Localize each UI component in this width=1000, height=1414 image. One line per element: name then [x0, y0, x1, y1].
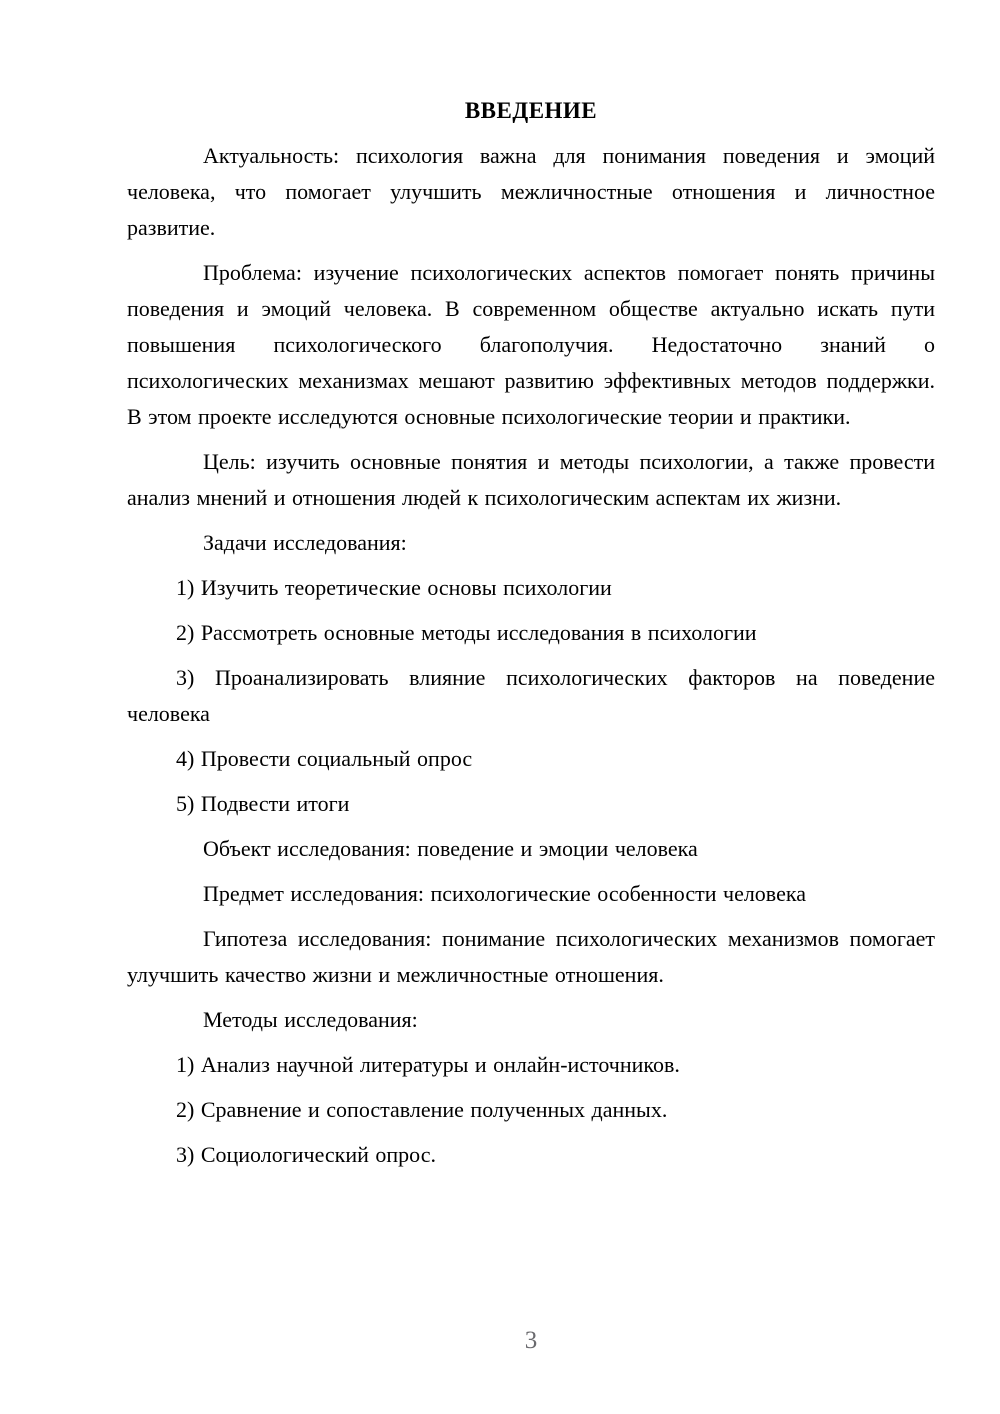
document-body: [127, 138, 935, 1173]
list-item: 4) Провести социальный опрос: [176, 746, 473, 771]
list-item: 2) Сравнение и сопоставление полученных данных.: [176, 1097, 668, 1122]
page-title: ВВЕДЕНИЕ: [464, 98, 598, 123]
paragraph: Методы исследования:: [203, 1007, 418, 1032]
paragraph: Предмет исследования: психологические особенности человека: [203, 881, 806, 906]
paragraph: Проблема: изучение психологических аспектов помогает понять причины поведения и эмоций человека. В современном обществе актуально искать пути повышения психологического благополучия. Недостаточно знаний о психологических механизмах мешают развитию эффективных методов поддержки. В этом проекте исследуются основные психологические теории и практики.: [127, 260, 935, 429]
paragraph: Цель: изучить основные понятия и методы психологии, а также провести анализ мнений и отношения людей к психологическим аспектам их жизни.: [127, 449, 935, 510]
list-item: 2) Рассмотреть основные методы исследования в психологии: [176, 620, 757, 645]
paragraph: Объект исследования: поведение и эмоции человека: [203, 836, 698, 861]
paragraph: Гипотеза исследования: понимание психологических механизмов помогает улучшить качество жизни и межличностные отношения.: [127, 926, 935, 987]
list-item: 5) Подвести итоги: [176, 791, 350, 816]
page-number: 3: [524, 1327, 538, 1354]
page-footer: [127, 1326, 935, 1356]
list-item: 1) Изучить теоретические основы психологии: [176, 575, 612, 600]
list-item: 3) Проанализировать влияние психологических факторов на поведение человека: [127, 665, 935, 726]
paragraph: Задачи исследования:: [203, 530, 407, 555]
paragraph: Актуальность: психология важна для понимания поведения и эмоций человека, что помогает улучшить межличностные отношения и личностное развитие.: [127, 143, 935, 240]
list-item: 1) Анализ научной литературы и онлайн-источников.: [176, 1052, 680, 1077]
list-item: 3) Социологический опрос.: [176, 1142, 436, 1167]
document-content: [127, 93, 935, 1182]
